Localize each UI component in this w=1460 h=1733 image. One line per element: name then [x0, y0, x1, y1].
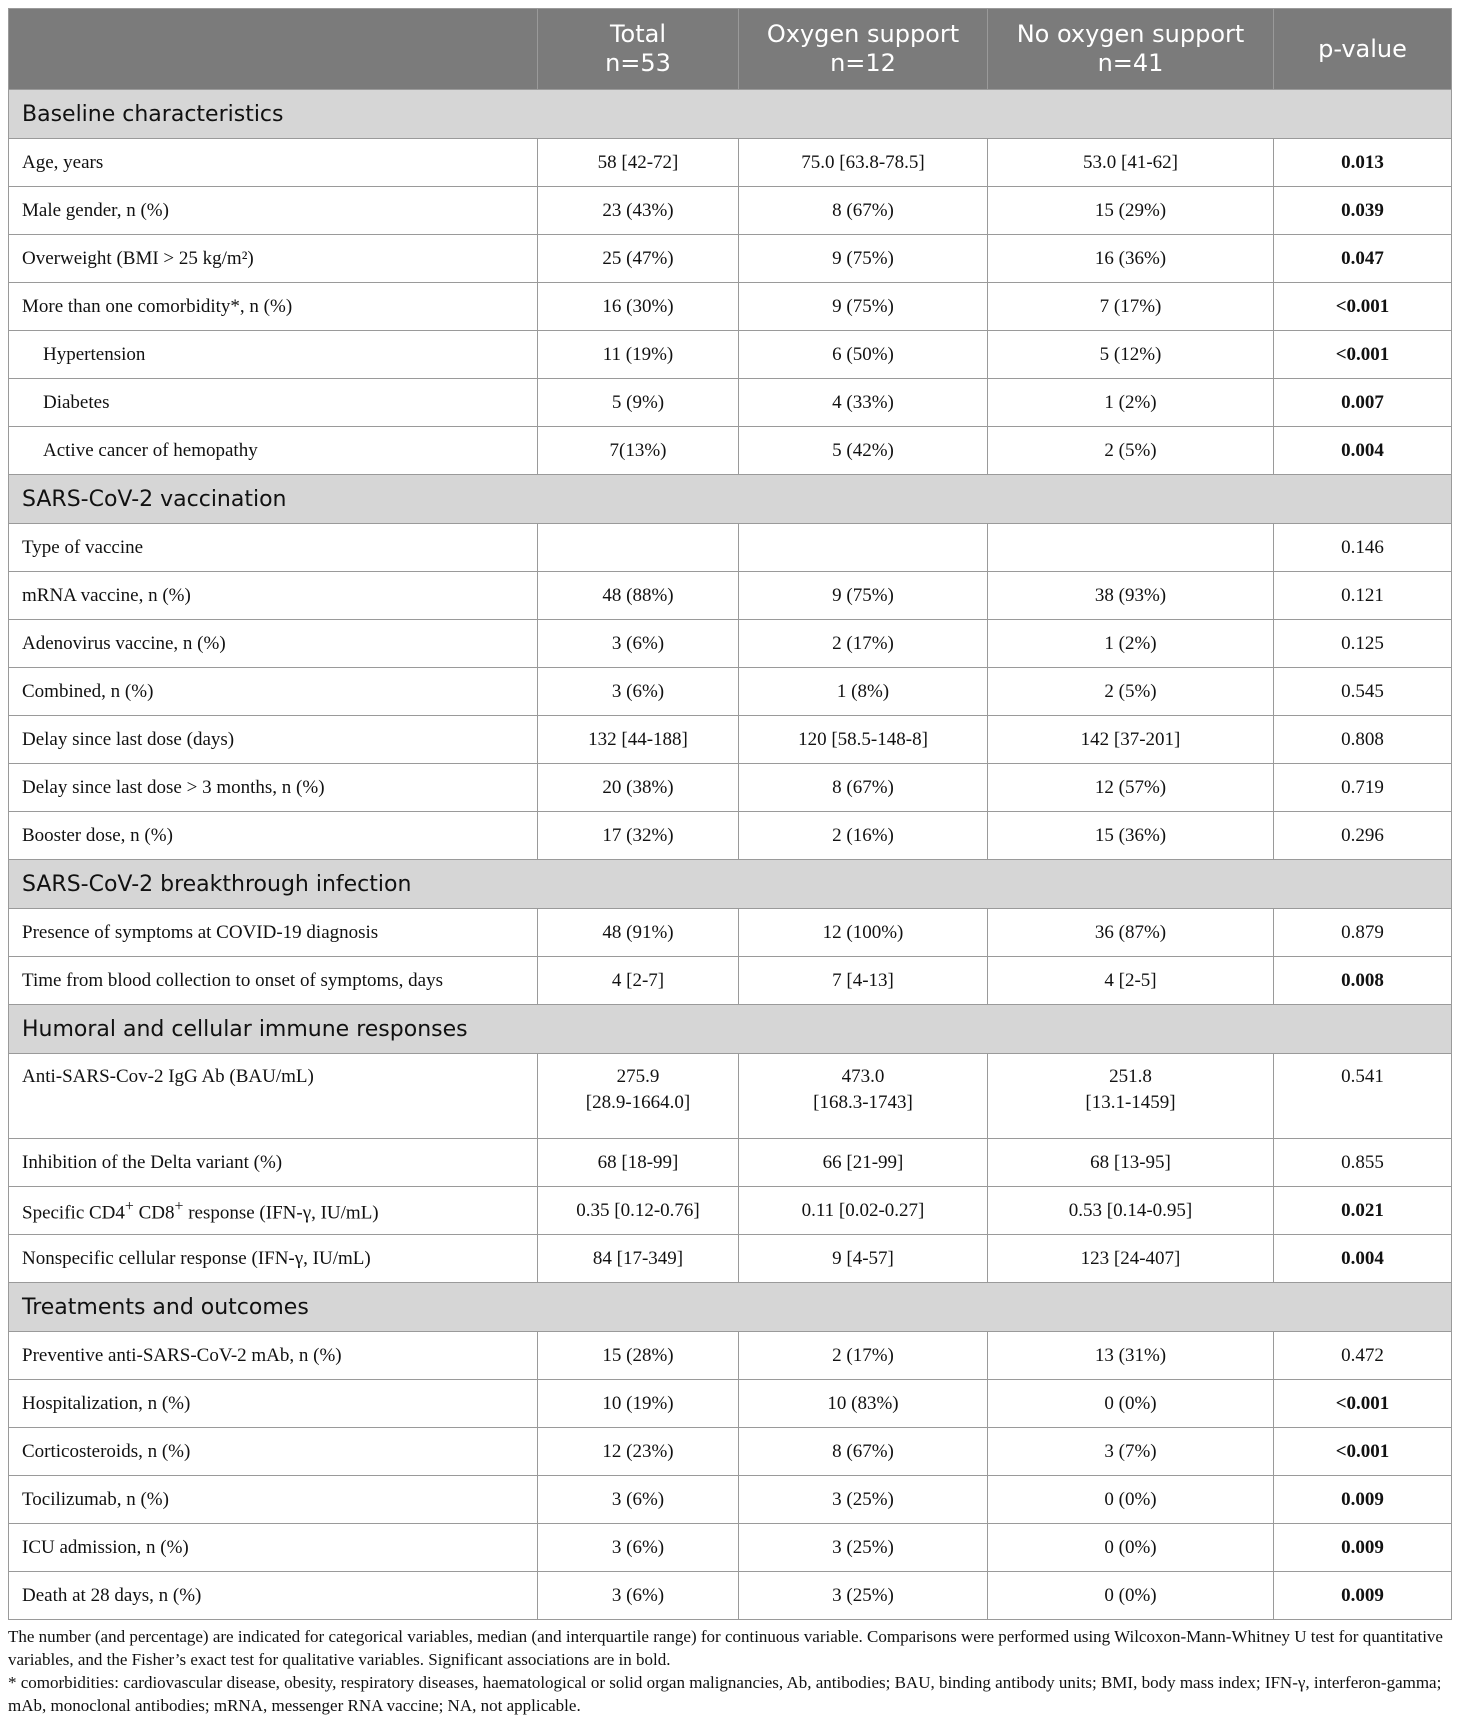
table-row [9, 283, 1452, 331]
cell-total: 23 (43%) [538, 187, 739, 235]
cell-p-value: <0.001 [1274, 283, 1452, 331]
row-label: Diabetes [9, 379, 538, 427]
section-title: SARS-CoV-2 breakthrough infection [9, 860, 1452, 909]
cell-oxygen: 8 (67%) [739, 187, 988, 235]
cell-no-oxygen: 36 (87%) [988, 909, 1274, 957]
cell-p-value: 0.545 [1274, 668, 1452, 716]
cell-oxygen: 10 (83%) [739, 1380, 988, 1428]
table-row [9, 909, 1452, 957]
cell-oxygen: 3 (25%) [739, 1524, 988, 1572]
cell-total: 84 [17-349] [538, 1235, 739, 1283]
cell-p-value: 0.021 [1274, 1187, 1452, 1235]
table-row [9, 331, 1452, 379]
table-row [9, 1572, 1452, 1620]
row-label: Combined, n (%) [9, 668, 538, 716]
row-label: Delay since last dose (days) [9, 716, 538, 764]
cell-total: 20 (38%) [538, 764, 739, 812]
header-p-value: p-value [1274, 9, 1452, 90]
cell-p-value: 0.009 [1274, 1476, 1452, 1524]
row-label: More than one comorbidity*, n (%) [9, 283, 538, 331]
cell-p-value: 0.541 [1274, 1054, 1452, 1139]
header-cell-blank [9, 9, 538, 90]
cell-p-value: 0.808 [1274, 716, 1452, 764]
section-row [9, 860, 1452, 909]
cell-no-oxygen: 0.53 [0.14-0.95] [988, 1187, 1274, 1235]
cell-no-oxygen: 251.8 [13.1-1459] [988, 1054, 1274, 1139]
cell-no-oxygen: 16 (36%) [988, 235, 1274, 283]
section-title: Baseline characteristics [9, 90, 1452, 139]
table-row [9, 1235, 1452, 1283]
cell-total: 11 (19%) [538, 331, 739, 379]
cell-oxygen: 66 [21-99] [739, 1139, 988, 1187]
cell-no-oxygen: 15 (29%) [988, 187, 1274, 235]
cell-total: 15 (28%) [538, 1332, 739, 1380]
table-row [9, 668, 1452, 716]
cell-total: 48 (88%) [538, 572, 739, 620]
row-label: Death at 28 days, n (%) [9, 1572, 538, 1620]
row-label: Time from blood collection to onset of symptoms, days [9, 957, 538, 1005]
cell-no-oxygen: 0 (0%) [988, 1572, 1274, 1620]
section-row [9, 90, 1452, 139]
cell-p-value: <0.001 [1274, 1428, 1452, 1476]
cell-no-oxygen: 15 (36%) [988, 812, 1274, 860]
cell-p-value: 0.719 [1274, 764, 1452, 812]
cell-no-oxygen: 4 [2-5] [988, 957, 1274, 1005]
cell-p-value: 0.004 [1274, 427, 1452, 475]
cell-p-value: <0.001 [1274, 1380, 1452, 1428]
row-label: Tocilizumab, n (%) [9, 1476, 538, 1524]
cell-no-oxygen: 142 [37-201] [988, 716, 1274, 764]
row-label: Male gender, n (%) [9, 187, 538, 235]
section-row [9, 1283, 1452, 1332]
table-row [9, 187, 1452, 235]
cell-no-oxygen: 2 (5%) [988, 427, 1274, 475]
cell-oxygen: 3 (25%) [739, 1476, 988, 1524]
section-row [9, 1005, 1452, 1054]
row-label: ICU admission, n (%) [9, 1524, 538, 1572]
cell-no-oxygen: 1 (2%) [988, 620, 1274, 668]
cell-no-oxygen [988, 524, 1274, 572]
cell-no-oxygen: 68 [13-95] [988, 1139, 1274, 1187]
row-label: Delay since last dose > 3 months, n (%) [9, 764, 538, 812]
cell-no-oxygen: 2 (5%) [988, 668, 1274, 716]
cell-oxygen: 7 [4-13] [739, 957, 988, 1005]
header-oxygen-support: Oxygen support n=12 [739, 9, 988, 90]
cell-p-value: 0.039 [1274, 187, 1452, 235]
cell-total: 10 (19%) [538, 1380, 739, 1428]
row-label: Adenovirus vaccine, n (%) [9, 620, 538, 668]
cell-no-oxygen: 7 (17%) [988, 283, 1274, 331]
table-row [9, 524, 1452, 572]
cell-total: 3 (6%) [538, 1572, 739, 1620]
cell-p-value: 0.125 [1274, 620, 1452, 668]
table-row [9, 1139, 1452, 1187]
row-label: Anti-SARS-Cov-2 IgG Ab (BAU/mL) [9, 1054, 538, 1139]
table-row [9, 957, 1452, 1005]
cell-total: 3 (6%) [538, 620, 739, 668]
cell-no-oxygen: 0 (0%) [988, 1524, 1274, 1572]
row-label: Presence of symptoms at COVID-19 diagnosis [9, 909, 538, 957]
row-label: Nonspecific cellular response (IFN-γ, IU/mL) [9, 1235, 538, 1283]
cell-total: 275.9 [28.9-1664.0] [538, 1054, 739, 1139]
row-label: Corticosteroids, n (%) [9, 1428, 538, 1476]
cell-oxygen: 8 (67%) [739, 764, 988, 812]
cell-no-oxygen: 5 (12%) [988, 331, 1274, 379]
cell-no-oxygen: 53.0 [41-62] [988, 139, 1274, 187]
cell-oxygen [739, 524, 988, 572]
cell-oxygen: 6 (50%) [739, 331, 988, 379]
cell-oxygen: 8 (67%) [739, 1428, 988, 1476]
section-title: Treatments and outcomes [9, 1283, 1452, 1332]
cell-p-value: 0.472 [1274, 1332, 1452, 1380]
row-label: Active cancer of hemopathy [9, 427, 538, 475]
cell-total: 3 (6%) [538, 1524, 739, 1572]
table-row [9, 427, 1452, 475]
table-row [9, 379, 1452, 427]
cell-total: 68 [18-99] [538, 1139, 739, 1187]
table-row [9, 1428, 1452, 1476]
table-row [9, 716, 1452, 764]
cell-no-oxygen: 123 [24-407] [988, 1235, 1274, 1283]
row-label: Hypertension [9, 331, 538, 379]
cell-oxygen: 9 [4-57] [739, 1235, 988, 1283]
cell-oxygen: 2 (17%) [739, 1332, 988, 1380]
cell-oxygen: 5 (42%) [739, 427, 988, 475]
row-label: mRNA vaccine, n (%) [9, 572, 538, 620]
cell-total: 12 (23%) [538, 1428, 739, 1476]
cell-total: 5 (9%) [538, 379, 739, 427]
cell-oxygen: 473.0 [168.3-1743] [739, 1054, 988, 1139]
cell-oxygen: 1 (8%) [739, 668, 988, 716]
cell-oxygen: 3 (25%) [739, 1572, 988, 1620]
cell-no-oxygen: 13 (31%) [988, 1332, 1274, 1380]
cell-p-value: <0.001 [1274, 331, 1452, 379]
cell-oxygen: 9 (75%) [739, 283, 988, 331]
cell-total: 17 (32%) [538, 812, 739, 860]
header-no-oxygen-support: No oxygen support n=41 [988, 9, 1274, 90]
header-total: Total n=53 [538, 9, 739, 90]
cell-total: 3 (6%) [538, 668, 739, 716]
cell-p-value: 0.008 [1274, 957, 1452, 1005]
table-row [9, 1054, 1452, 1139]
cell-no-oxygen: 38 (93%) [988, 572, 1274, 620]
cell-no-oxygen: 0 (0%) [988, 1476, 1274, 1524]
cell-total: 7(13%) [538, 427, 739, 475]
footnote-methods: The number (and percentage) are indicated for categorical variables, median (and interquartile range) for continuous variable. Comparisons were performed using Wilcoxon-Mann-Whitney U test for quantitative variables, and the Fisher’s exact test for qualitative variables. Significant associations are in bold. [8, 1627, 1443, 1669]
cell-p-value: 0.013 [1274, 139, 1452, 187]
cell-oxygen: 12 (100%) [739, 909, 988, 957]
table-row [9, 620, 1452, 668]
row-label: Age, years [9, 139, 538, 187]
cell-oxygen: 2 (17%) [739, 620, 988, 668]
cell-p-value: 0.296 [1274, 812, 1452, 860]
cell-p-value: 0.009 [1274, 1572, 1452, 1620]
cell-p-value: 0.047 [1274, 235, 1452, 283]
table-row [9, 572, 1452, 620]
cell-oxygen: 120 [58.5-148-8] [739, 716, 988, 764]
table-row [9, 139, 1452, 187]
cell-total: 48 (91%) [538, 909, 739, 957]
cell-total: 4 [2-7] [538, 957, 739, 1005]
section-title: Humoral and cellular immune responses [9, 1005, 1452, 1054]
cell-oxygen: 0.11 [0.02-0.27] [739, 1187, 988, 1235]
row-label: Booster dose, n (%) [9, 812, 538, 860]
cell-oxygen: 9 (75%) [739, 572, 988, 620]
cell-total: 16 (30%) [538, 283, 739, 331]
cell-p-value: 0.855 [1274, 1139, 1452, 1187]
cell-p-value: 0.121 [1274, 572, 1452, 620]
row-label: Specific CD4+ CD8+ response (IFN-γ, IU/mL) [9, 1187, 538, 1235]
cell-total [538, 524, 739, 572]
section-row [9, 475, 1452, 524]
table-row [9, 812, 1452, 860]
cell-p-value: 0.004 [1274, 1235, 1452, 1283]
cell-oxygen: 75.0 [63.8-78.5] [739, 139, 988, 187]
cell-no-oxygen: 12 (57%) [988, 764, 1274, 812]
table-row [9, 764, 1452, 812]
table-row [9, 1476, 1452, 1524]
table-footnote [8, 1625, 1451, 1717]
cell-p-value: 0.007 [1274, 379, 1452, 427]
header-row [9, 9, 1452, 90]
row-label: Inhibition of the Delta variant (%) [9, 1139, 538, 1187]
table-row [9, 235, 1452, 283]
cell-p-value: 0.009 [1274, 1524, 1452, 1572]
table-row [9, 1332, 1452, 1380]
table-row [9, 1524, 1452, 1572]
section-title: SARS-CoV-2 vaccination [9, 475, 1452, 524]
cell-oxygen: 2 (16%) [739, 812, 988, 860]
cell-oxygen: 4 (33%) [739, 379, 988, 427]
cell-total: 0.35 [0.12-0.76] [538, 1187, 739, 1235]
row-label: Type of vaccine [9, 524, 538, 572]
footnote-abbreviations: * comorbidities: cardiovascular disease, obesity, respiratory diseases, haematological or solid organ malignancies, Ab, antibodies; BAU, binding antibody units; BMI, body mass index; IFN-γ, interferon-gamma; mAb, monoclonal antibodies; mRNA, messenger RNA vaccine; NA, not applicable. [8, 1673, 1442, 1715]
cell-p-value: 0.146 [1274, 524, 1452, 572]
row-label: Overweight (BMI > 25 kg/m²) [9, 235, 538, 283]
cell-no-oxygen: 1 (2%) [988, 379, 1274, 427]
table-row [9, 1187, 1452, 1235]
cell-no-oxygen: 0 (0%) [988, 1380, 1274, 1428]
cell-p-value: 0.879 [1274, 909, 1452, 957]
table-container [8, 8, 1451, 1620]
cell-oxygen: 9 (75%) [739, 235, 988, 283]
row-label: Hospitalization, n (%) [9, 1380, 538, 1428]
table-row [9, 1380, 1452, 1428]
cell-total: 25 (47%) [538, 235, 739, 283]
cell-total: 58 [42-72] [538, 139, 739, 187]
row-label: Preventive anti-SARS-CoV-2 mAb, n (%) [9, 1332, 538, 1380]
cell-total: 3 (6%) [538, 1476, 739, 1524]
data-table [8, 8, 1452, 1620]
cell-no-oxygen: 3 (7%) [988, 1428, 1274, 1476]
cell-total: 132 [44-188] [538, 716, 739, 764]
